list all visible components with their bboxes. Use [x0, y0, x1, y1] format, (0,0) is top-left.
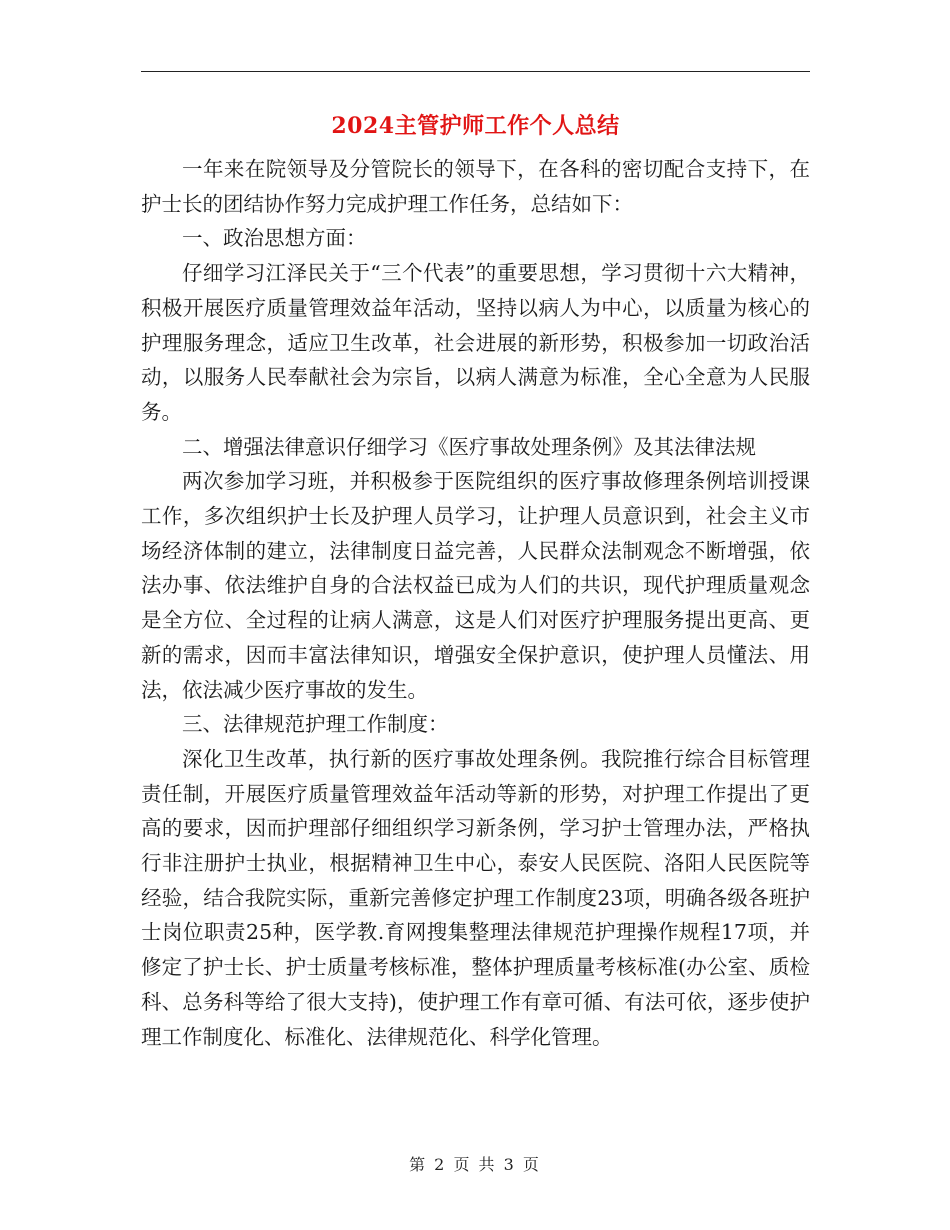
section-heading-1: 一、政治思想方面：: [182, 226, 367, 251]
document-body: [141, 152, 810, 1054]
paragraph-intro: 一年来在院领导及分管院长的领导下，在各科的密切配合支持下，在护士长的团结协作努力完成护理工作任务，总结如下：: [141, 157, 810, 216]
paragraph-law: 两次参加学习班，并积极参于医院组织的医疗事故修理条例培训授课工作，多次组织护士长及护理人员学习，让护理人员意识到，社会主义市场经济体制的建立，法律制度日益完善，人民群众法制观念不断增强，依法办事、依法维护自身的合法权益已成为人们的共识，现代护理质量观念是全方位、全过程的让病人满意，这是人们对医疗护理服务提出更高、更新的需求，因而丰富法律知识，增强安全保护意识，使护理人员懂法、用法，依法减少医疗事故的发生。: [141, 469, 810, 702]
section-heading-3: 三、法律规范护理工作制度：: [182, 712, 449, 737]
section-heading-2: 二、增强法律意识仔细学习《医疗事故处理条例》及其法律法规: [182, 434, 756, 459]
header-rule: [141, 71, 810, 72]
page-number-footer: 第 2 页 共 3 页: [409, 1155, 541, 1174]
paragraph-politics: 仔细学习江泽民关于“三个代表”的重要思想，学习贯彻十六大精神，积极开展医疗质量管理效益年活动，坚持以病人为中心，以质量为核心的护理服务理念，适应卫生改革，社会进展的新形势，积极参加一切政治活动，以服务人民奉献社会为宗旨，以病人满意为标准，全心全意为人民服务。: [141, 261, 810, 424]
document-title: 2024主管护师工作个人总结: [331, 113, 620, 139]
paragraph-regulation: 深化卫生改革，执行新的医疗事故处理条例。我院推行综合目标管理责任制，开展医疗质量管理效益年活动等新的形势，对护理工作提出了更高的要求，因而护理部仔细组织学习新条例，学习护士管理办法，严格执行非注册护士执业，根据精神卫生中心，泰安人民医院、洛阳人民医院等经验，结合我院实际，重新完善修定护理工作制度23项，明确各级各班护士岗位职责25种，医学教.育网搜集整理法律规范护理操作规程17项，并修定了护士长、护士质量考核标准，整体护理质量考核标准(办公室、质检科、总务科等给了很大支持)，使护理工作有章可循、有法可依，逐步使护理工作制度化、标准化、法律规范化、科学化管理。: [141, 746, 810, 1049]
